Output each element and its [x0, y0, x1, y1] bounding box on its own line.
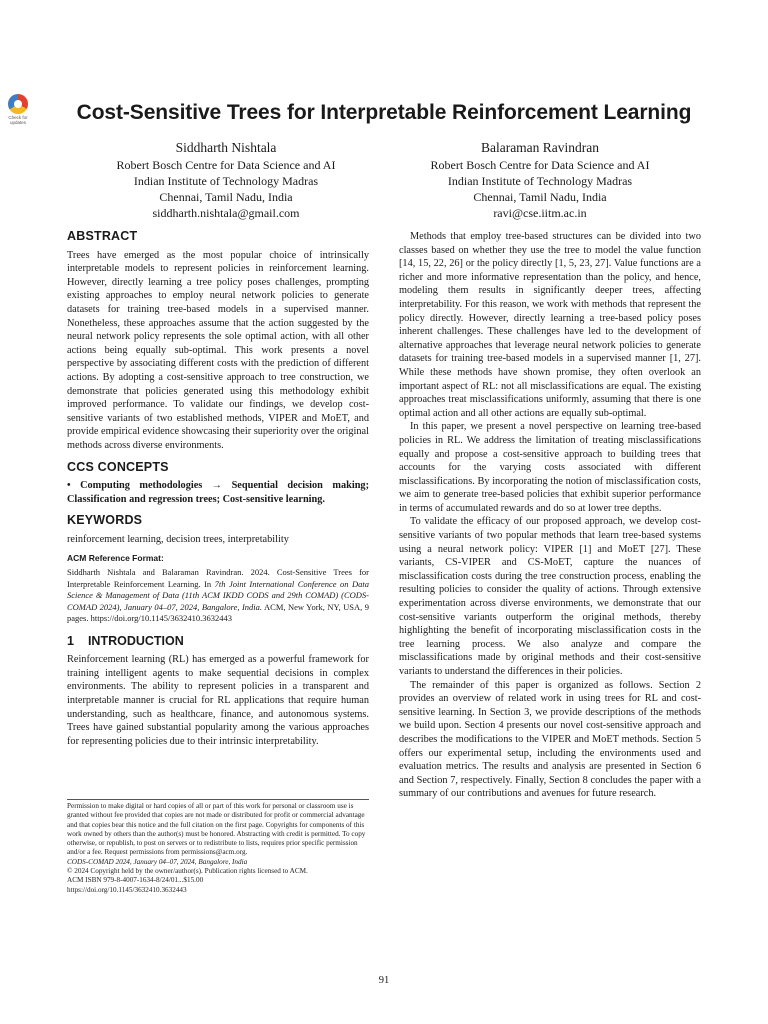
reference-format-text — [67, 567, 369, 625]
paper-title: Cost-Sensitive Trees for Interpretable Reinforcement Learning — [76, 101, 692, 124]
ccs-text: • Computing methodologies → Sequential decision making; Classification and regression trees; Cost-sensitive learning. — [67, 480, 369, 505]
author-affiliation: Robert Bosch Centre for Data Science and AI — [116, 158, 336, 172]
introduction-heading — [67, 635, 369, 649]
abstract-text: Trees have emerged as the most popular choice of intrinsically interpretable models to represent policies in reinforcement learning. However, directly learning a tree policy poses challenges, prompting existing approaches to employ neural network policies to generate datasets for training tree-based models in a supervised manner. Nonetheless, these approaches assume that the action suggested by the neural network policy represents the sole optimal action, with all other actions being equally sub-optimal. This work presents a novel perspective by associating different costs with the prediction of different actions. By adopting a cost-sensitive approach to tree construction, we demonstrate that policies generated using this methodology exhibit improved performance. To validate our findings, we develop cost-sensitive variants of two established methods, VIPER and MoET, and provide empirical evidence showcasing their superiority over the original methods across diverse environments. — [67, 249, 369, 451]
author-name: Siddharth Nishtala — [175, 140, 277, 155]
section-number: 1 — [67, 633, 74, 648]
author-email[interactable]: siddharth.nishtala@gmail.com — [152, 206, 300, 220]
introduction-text: Reinforcement learning (RL) has emerged as a powerful framework for training intelligent agents to make sequential decisions in complex environments. The ability to represent policies in a transparent and interpretable manner is crucial for RL applications that require human understanding, such as healthcare, finance, and autonomous systems. Trees have gained substantial popularity among the various approaches for representing policies due to their intrinsic interpretability. — [67, 654, 369, 747]
author-email[interactable]: ravi@cse.iitm.ac.in — [493, 206, 587, 220]
author-institute: Indian Institute of Technology Madras — [133, 174, 319, 188]
right-column — [399, 230, 701, 801]
permission-footnote — [67, 799, 369, 895]
page-number: 91 — [378, 975, 390, 986]
reference-part-1: Siddharth Nishtala and Balaraman Ravindran. 2024. Cost-Sensitive Trees for Interpretable Reinforcement Learning. In — [67, 567, 369, 589]
abstract-heading: ABSTRACT — [67, 229, 138, 243]
conference-line: CODS-COMAD 2024, January 04–07, 2024, Bangalore, India — [67, 857, 248, 866]
paragraph: To validate the efficacy of our proposed approach, we develop cost-sensitive variants of two popular methods that learn tree-based systems using a neural network policy: VIPER [1] and MoET [27]. These variants, CS-VIPER and CS-MoET, capture the nuances of misclassification costs during the tree construction process, enabling the resulting policies to consider the quality of actions. Through extensive experimentation across diverse environments, we demonstrate that our cost-sensitive variants outperform the original methods, thereby highlighting the benefit of incorporating misclassification costs in the tree learning process. We also analyze and compare the misclassifications made by original methods and their cost-sensitive variants to understand the differences in their policies. — [399, 516, 701, 677]
keywords-text: reinforcement learning, decision trees, interpretability — [67, 533, 289, 545]
author-location: Chennai, Tamil Nadu, India — [473, 190, 607, 204]
doi-link[interactable]: https://doi.org/10.1145/3632410.3632443 — [67, 885, 187, 894]
reference-format-heading: ACM Reference Format: — [67, 553, 164, 564]
author-name: Balaraman Ravindran — [480, 140, 600, 155]
author-location: Chennai, Tamil Nadu, India — [159, 190, 293, 204]
isbn-line: ACM ISBN 979-8-4007-1634-8/24/01...$15.00 — [67, 876, 204, 885]
permission-text: Permission to make digital or hard copies of all or part of this work for personal or classroom use is granted without fee provided that copies are not made or distributed for profit or commercial advantage and that copies bear this notice and the full citation on the first page. Copyrights for components of this work owned by others than the author(s) must be honored. Abstracting with credit is permitted. To copy otherwise, or republish, to post on servers or to redistribute to lists, requires prior specific permission and/or a fee. Request permissions from permissions@acm.org. — [67, 802, 366, 857]
author-block-2 — [390, 139, 690, 221]
author-block-1 — [76, 139, 376, 221]
section-title: INTRODUCTION — [87, 633, 184, 648]
paragraph: Methods that employ tree-based structures can be divided into two classes based on whether they use the tree to model the value function [14, 15, 22, 26] or the policy directly [1, 5, 23, 27]. Value functions are a richer and more informative representation than the policy, and hence, modeling them results in significantly deeper trees, affecting interpretability. For this reason, we work with methods that represent the policy directly. However, directly learning a tree-based policy poses inherent challenges. These challenges have led to the development of alternative approaches that leverage neural network policies to generate datasets for training tree-based models in a supervised manner [1, 27]. While these methods have shown promise, they often overlook an important aspect of RL: not all misclassifications are equal. The existing approaches treat misclassifications uniformly, assuming that there is one optimal action and all other actions are equally sub-optimal. — [399, 231, 701, 419]
ccs-heading: CCS CONCEPTS — [67, 459, 169, 474]
keywords-heading: KEYWORDS — [67, 513, 143, 528]
reference-venue: 7th Joint International Conference on Data Science & Management of Data (11th ACM IKDD CODS and 29th COMAD) (CODS-COMAD 2024), January 04–07, 2024, Bangalore, India. — [67, 578, 369, 612]
author-institute: Indian Institute of Technology Madras — [447, 174, 633, 188]
badge-line-1: Check for — [8, 115, 28, 120]
author-affiliation: Robert Bosch Centre for Data Science and AI — [430, 158, 650, 172]
left-column — [67, 230, 369, 748]
paragraph: The remainder of this paper is organized as follows. Section 2 provides an overview of related work in using trees for RL and cost-sensitive learning. In Section 3, we provide descriptions of the methods we build upon. Section 4 presents our novel cost-sensitive approach and describes the modifications to the VIPER and MoET methods. Section 5 offers our experimental setup, including the environments used and evaluation metrics. The results and analysis are presented in Section 6 and Section 7, respectively. Finally, Section 8 concludes the paper with a summary of our contributions and avenues for future research. — [399, 679, 701, 800]
badge-line-2: updates — [9, 120, 26, 125]
reference-part-2[interactable]: ACM, New York, NY, USA, 9 pages. https://doi.org/10.1145/3632410.3632443 — [67, 601, 369, 624]
paragraph: In this paper, we present a novel perspective on learning tree-based policies in RL. We address the limitation of treating misclassifications equally and propose a cost-sensitive approach to building trees that accounts for the varying costs associated with different misclassifications. By incorporating the notion of misclassification costs, we aim to generate tree-based policies that exhibit superior performance in terms of accumulated rewards and do so at lower tree depths. — [399, 421, 701, 514]
copyright-line: © 2024 Copyright held by the owner/author(s). Publication rights licensed to ACM. — [67, 867, 308, 876]
